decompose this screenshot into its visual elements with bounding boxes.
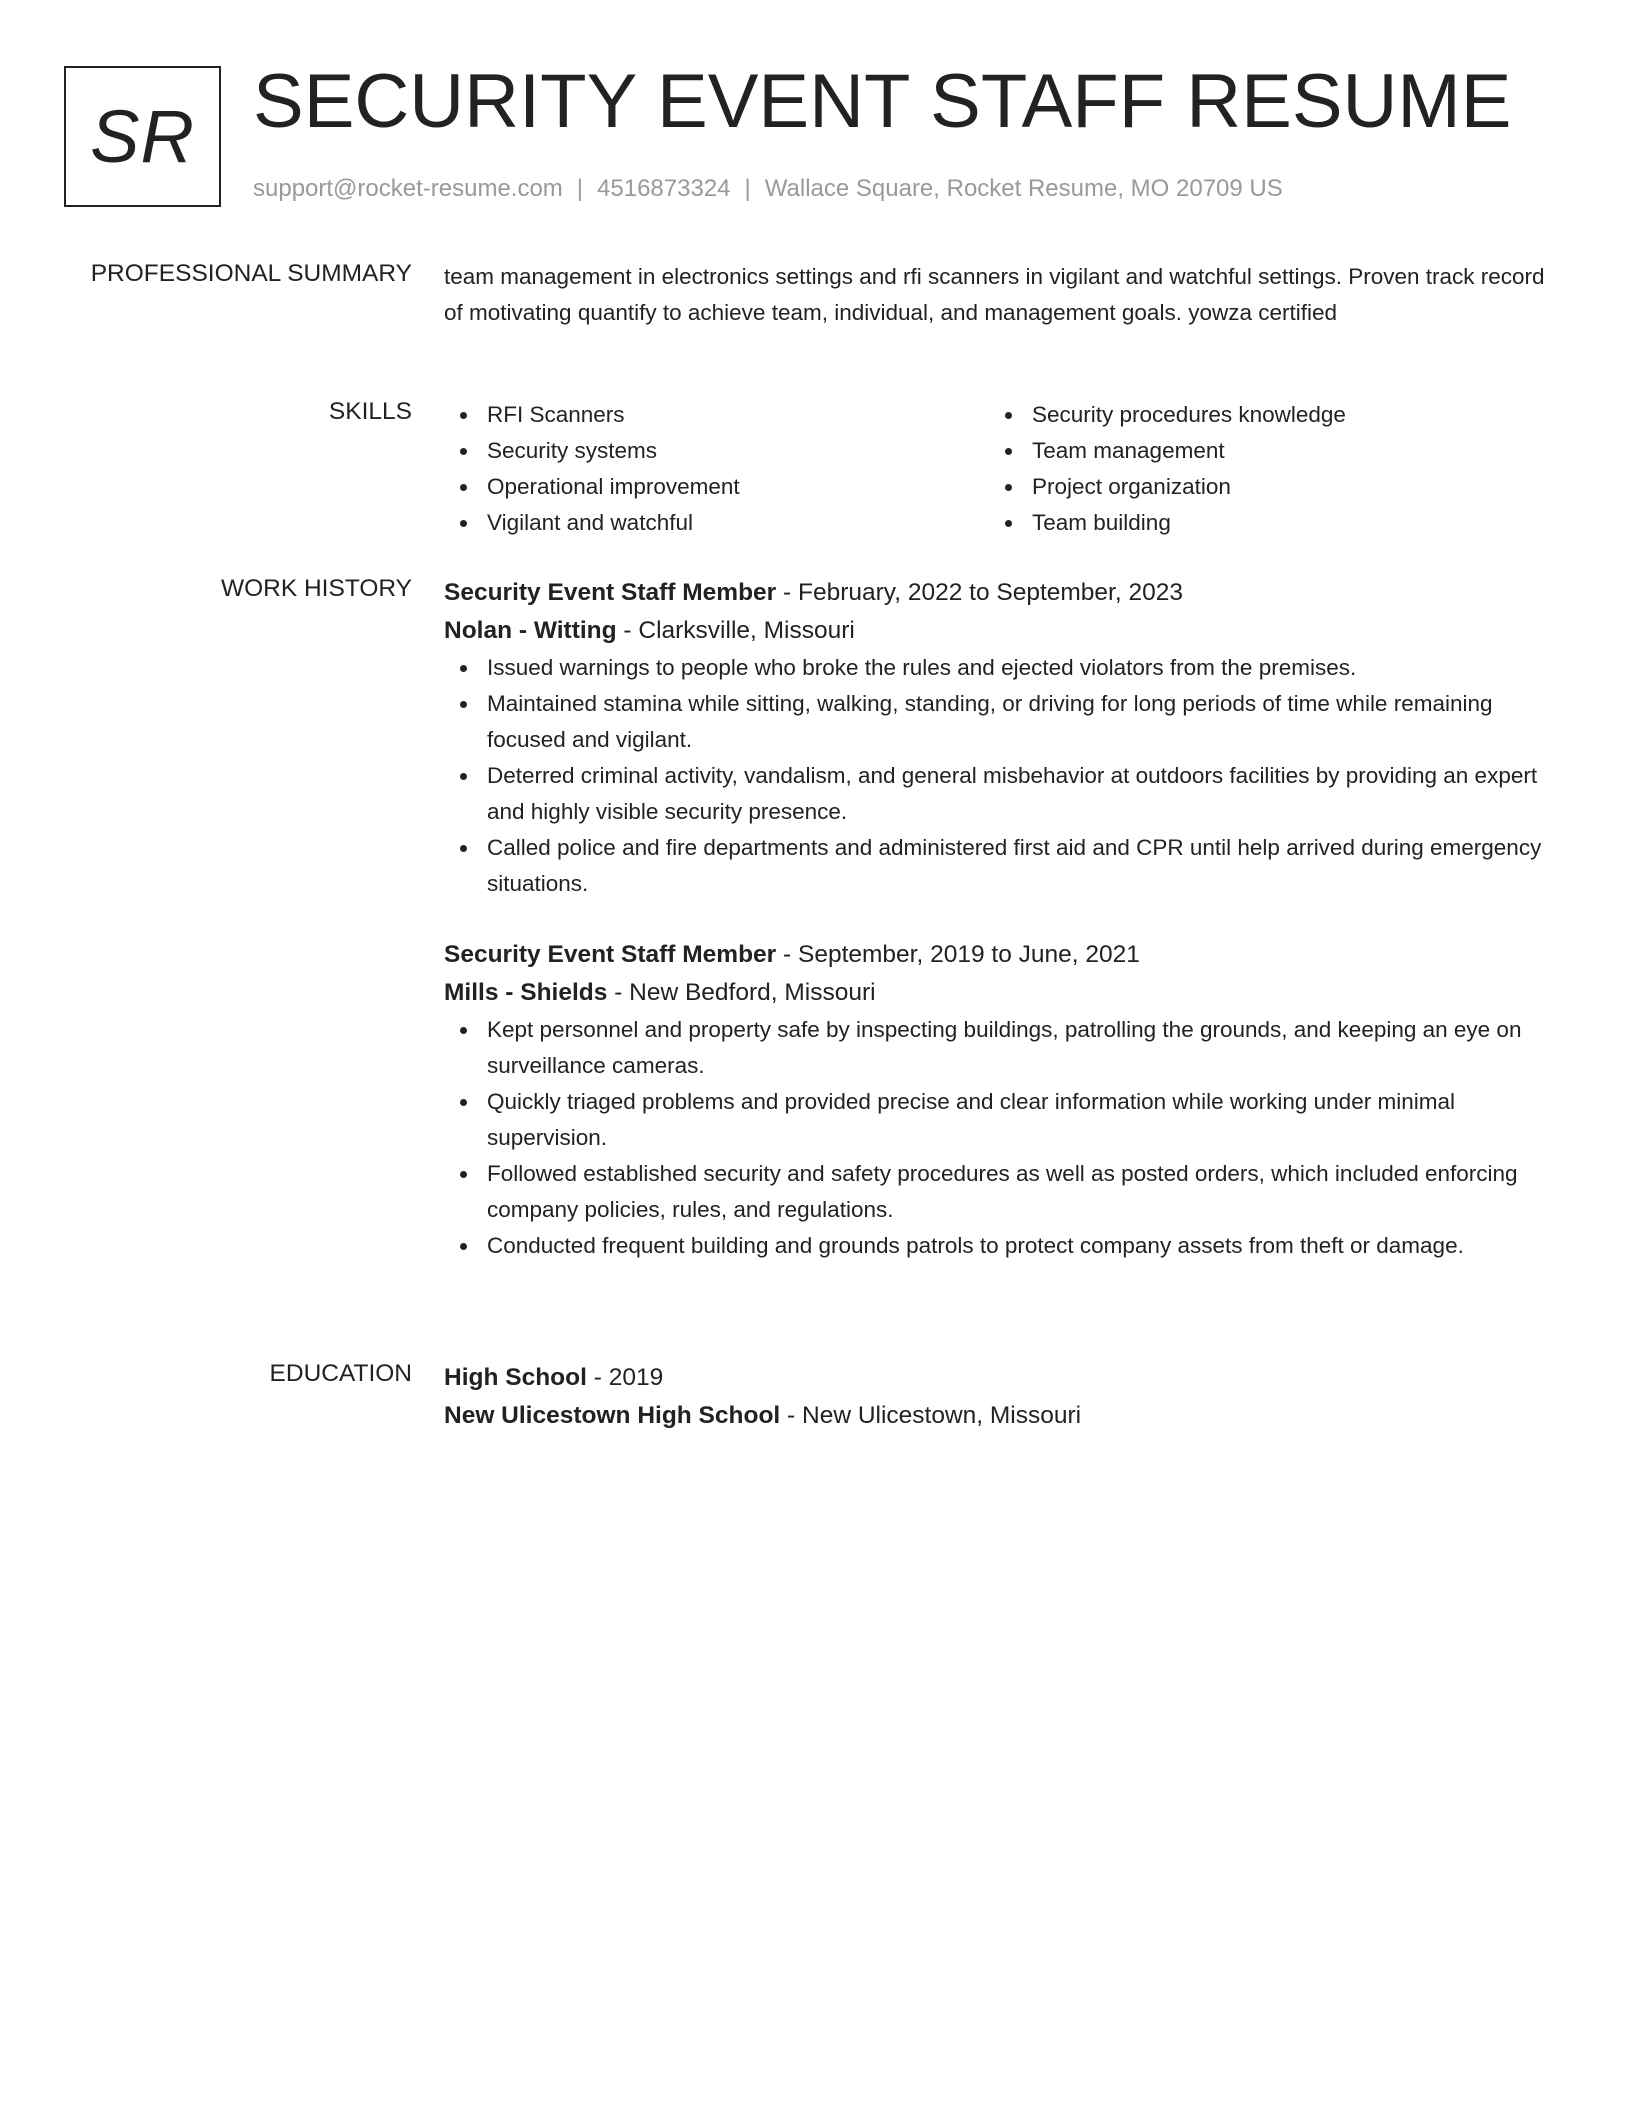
job-company-line [444, 612, 1556, 650]
skill-item: Operational improvement [444, 469, 989, 505]
skill-item: Vigilant and watchful [444, 505, 989, 541]
job-dates: - September, 2019 to June, 2021 [776, 941, 1140, 968]
job-entry [444, 574, 1556, 902]
job-location: - Clarksville, Missouri [616, 617, 855, 644]
summary-body [444, 259, 1556, 331]
skills-list-right [989, 397, 1534, 541]
job-title-line [444, 574, 1556, 612]
job-company-line [444, 974, 1556, 1012]
contact-separator: | [576, 175, 584, 202]
skill-item: Security systems [444, 433, 989, 469]
skill-item: Team building [989, 505, 1534, 541]
skills-heading: SKILLS [328, 398, 412, 425]
job-dates: - February, 2022 to September, 2023 [776, 579, 1183, 606]
education-school: New Ulicestown High School [444, 1402, 781, 1429]
job-bullet-list [444, 650, 1556, 902]
monogram-logo [64, 66, 221, 207]
education-body [444, 1359, 1556, 1435]
job-bullet: Maintained stamina while sitting, walking, standing, or driving for long periods of time while remaining focused and vigilant. [444, 686, 1556, 758]
monogram-text: SR [90, 95, 195, 178]
summary-text: team management in electronics settings and rfi scanners in vigilant and watchful settings. Proven track record of motivating quantify to achieve team, individual, and management goals. yowza certified [444, 264, 1545, 325]
contact-email: support@rocket-resume.com [253, 175, 563, 202]
skills-body [444, 397, 1556, 541]
job-title: Security Event Staff Member [444, 579, 777, 606]
contact-line [253, 174, 1283, 204]
skills-list-left [444, 397, 989, 541]
contact-address: Wallace Square, Rocket Resume, MO 20709 US [764, 175, 1283, 202]
job-entry [444, 936, 1556, 1264]
job-location: - New Bedford, Missouri [607, 979, 876, 1006]
education-degree: High School [444, 1364, 587, 1391]
work-history-heading: WORK HISTORY [220, 575, 412, 602]
job-bullet: Conducted frequent building and grounds patrols to protect company assets from theft or damage. [444, 1228, 1556, 1264]
job-title-line [444, 936, 1556, 974]
summary-heading: PROFESSIONAL SUMMARY [90, 260, 412, 287]
skill-item: Team management [989, 433, 1534, 469]
job-company: Mills - Shields [444, 979, 608, 1006]
contact-separator: | [744, 175, 751, 202]
education-degree-line [444, 1359, 1556, 1397]
skill-item: Security procedures knowledge [989, 397, 1534, 433]
resume-title: SECURITY EVENT STAFF RESUME [253, 59, 1512, 144]
skills-grid [444, 397, 1556, 541]
job-company: Nolan - Witting [444, 617, 617, 644]
job-bullet: Deterred criminal activity, vandalism, and general misbehavior at outdoors facilities by providing an expert and highly visible security presence. [444, 758, 1556, 830]
job-bullet: Followed established security and safety procedures as well as posted orders, which included enforcing company policies, rules, and regulations. [444, 1156, 1556, 1228]
job-bullet: Issued warnings to people who broke the rules and ejected violators from the premises. [444, 650, 1556, 686]
job-bullet: Quickly triaged problems and provided precise and clear information while working under minimal supervision. [444, 1084, 1556, 1156]
education-location: - New Ulicestown, Missouri [780, 1402, 1082, 1429]
job-bullet: Called police and fire departments and administered first aid and CPR until help arrived during emergency situations. [444, 830, 1556, 902]
contact-phone: 4516873324 [597, 175, 731, 202]
job-title: Security Event Staff Member [444, 941, 777, 968]
skill-item: RFI Scanners [444, 397, 989, 433]
work-history-body [444, 574, 1556, 1264]
job-bullet: Kept personnel and property safe by inspecting buildings, patrolling the grounds, and keeping an eye on surveillance cameras. [444, 1012, 1556, 1084]
education-school-line [444, 1397, 1556, 1435]
job-bullet-list [444, 1012, 1556, 1264]
education-year: - 2019 [586, 1364, 664, 1391]
skill-item: Project organization [989, 469, 1534, 505]
education-heading: EDUCATION [269, 1360, 412, 1387]
